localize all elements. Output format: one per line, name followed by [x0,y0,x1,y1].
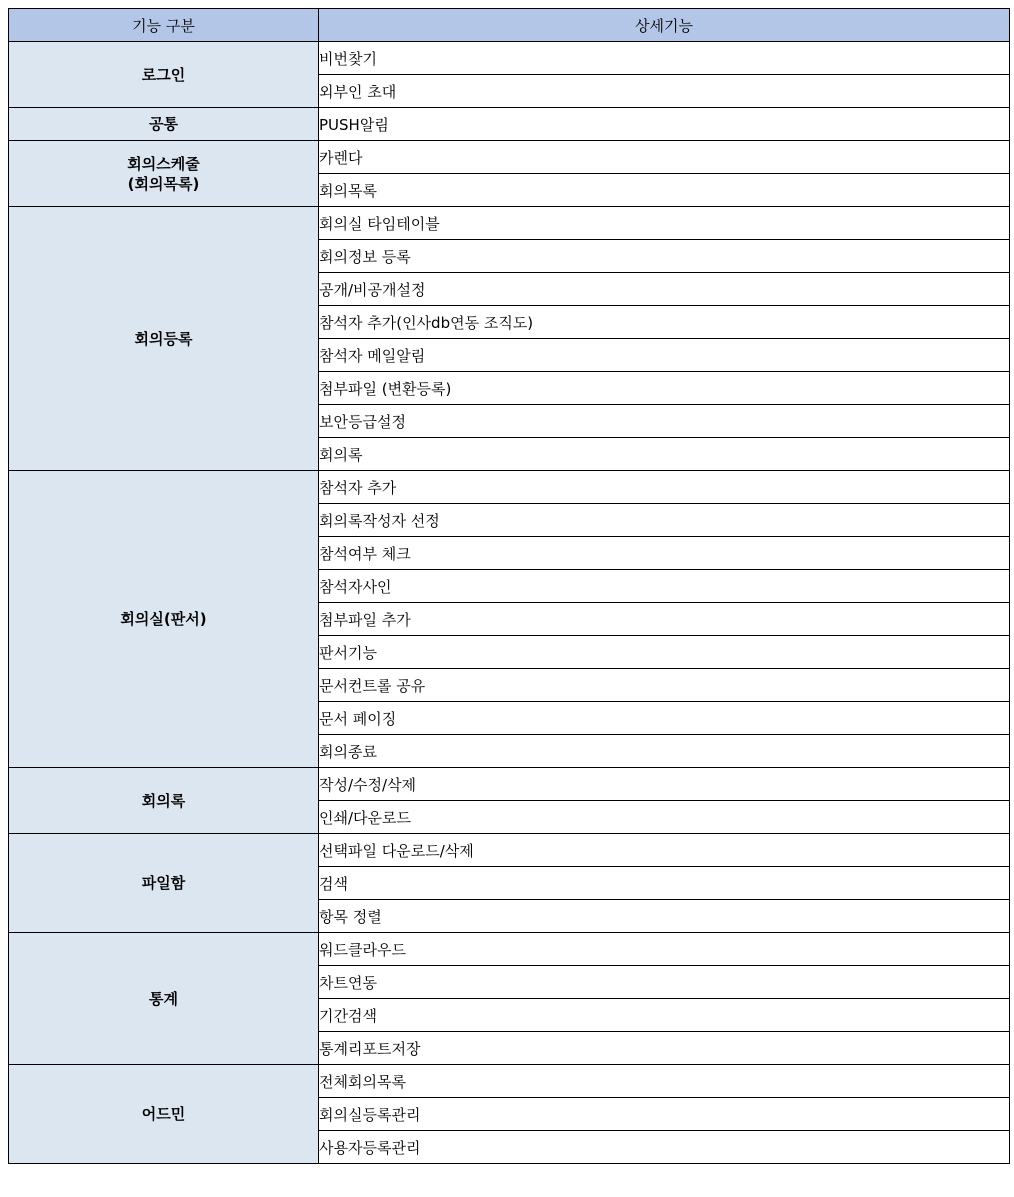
detail-cell: 워드클라우드 [319,933,1010,966]
detail-cell: 문서컨트롤 공유 [319,669,1010,702]
table-row [9,471,1010,504]
detail-cell: 작성/수정/삭제 [319,768,1010,801]
category-cell: 통계 [9,933,319,1065]
table-row [9,108,1010,141]
detail-cell: 참석자 추가(인사db연동 조직도) [319,306,1010,339]
table-row [9,933,1010,966]
header-category: 기능 구분 [9,9,319,42]
category-cell: 공통 [9,108,319,141]
detail-cell: 사용자등록관리 [319,1131,1010,1164]
detail-cell: 차트연동 [319,966,1010,999]
table-row [9,141,1010,174]
feature-table [8,8,1010,1164]
detail-cell: 참석자 메일알림 [319,339,1010,372]
category-cell: 파일함 [9,834,319,933]
detail-cell: 문서 페이징 [319,702,1010,735]
detail-cell: 보안등급설정 [319,405,1010,438]
category-cell: 회의등록 [9,207,319,471]
detail-cell: 판서기능 [319,636,1010,669]
detail-cell: 선택파일 다운로드/삭제 [319,834,1010,867]
detail-cell: 검색 [319,867,1010,900]
category-cell: 회의실(판서) [9,471,319,768]
category-cell: 회의록 [9,768,319,834]
detail-cell: 참석자 추가 [319,471,1010,504]
table-row [9,768,1010,801]
header-detail: 상세기능 [319,9,1010,42]
detail-cell: 첨부파일 추가 [319,603,1010,636]
category-cell: 회의스케줄 (회의목록) [9,141,319,207]
detail-cell: 카렌다 [319,141,1010,174]
table-row [9,1065,1010,1098]
detail-cell: 기간검색 [319,999,1010,1032]
detail-cell: 비번찾기 [319,42,1010,75]
detail-cell: 인쇄/다운로드 [319,801,1010,834]
detail-cell: 회의록 [319,438,1010,471]
detail-cell: PUSH알림 [319,108,1010,141]
detail-cell: 항목 정렬 [319,900,1010,933]
table-body [9,42,1010,1164]
category-cell: 어드민 [9,1065,319,1164]
table-row [9,207,1010,240]
detail-cell: 회의정보 등록 [319,240,1010,273]
detail-cell: 회의실등록관리 [319,1098,1010,1131]
detail-cell: 외부인 초대 [319,75,1010,108]
detail-cell: 첨부파일 (변환등록) [319,372,1010,405]
table-row [9,834,1010,867]
table-row [9,42,1010,75]
detail-cell: 회의목록 [319,174,1010,207]
detail-cell: 회의종료 [319,735,1010,768]
detail-cell: 참석여부 체크 [319,537,1010,570]
detail-cell: 회의록작성자 선정 [319,504,1010,537]
detail-cell: 통계리포트저장 [319,1032,1010,1065]
header-row [9,9,1010,42]
detail-cell: 회의실 타임테이블 [319,207,1010,240]
detail-cell: 공개/비공개설정 [319,273,1010,306]
detail-cell: 전체회의목록 [319,1065,1010,1098]
detail-cell: 참석자사인 [319,570,1010,603]
category-cell: 로그인 [9,42,319,108]
